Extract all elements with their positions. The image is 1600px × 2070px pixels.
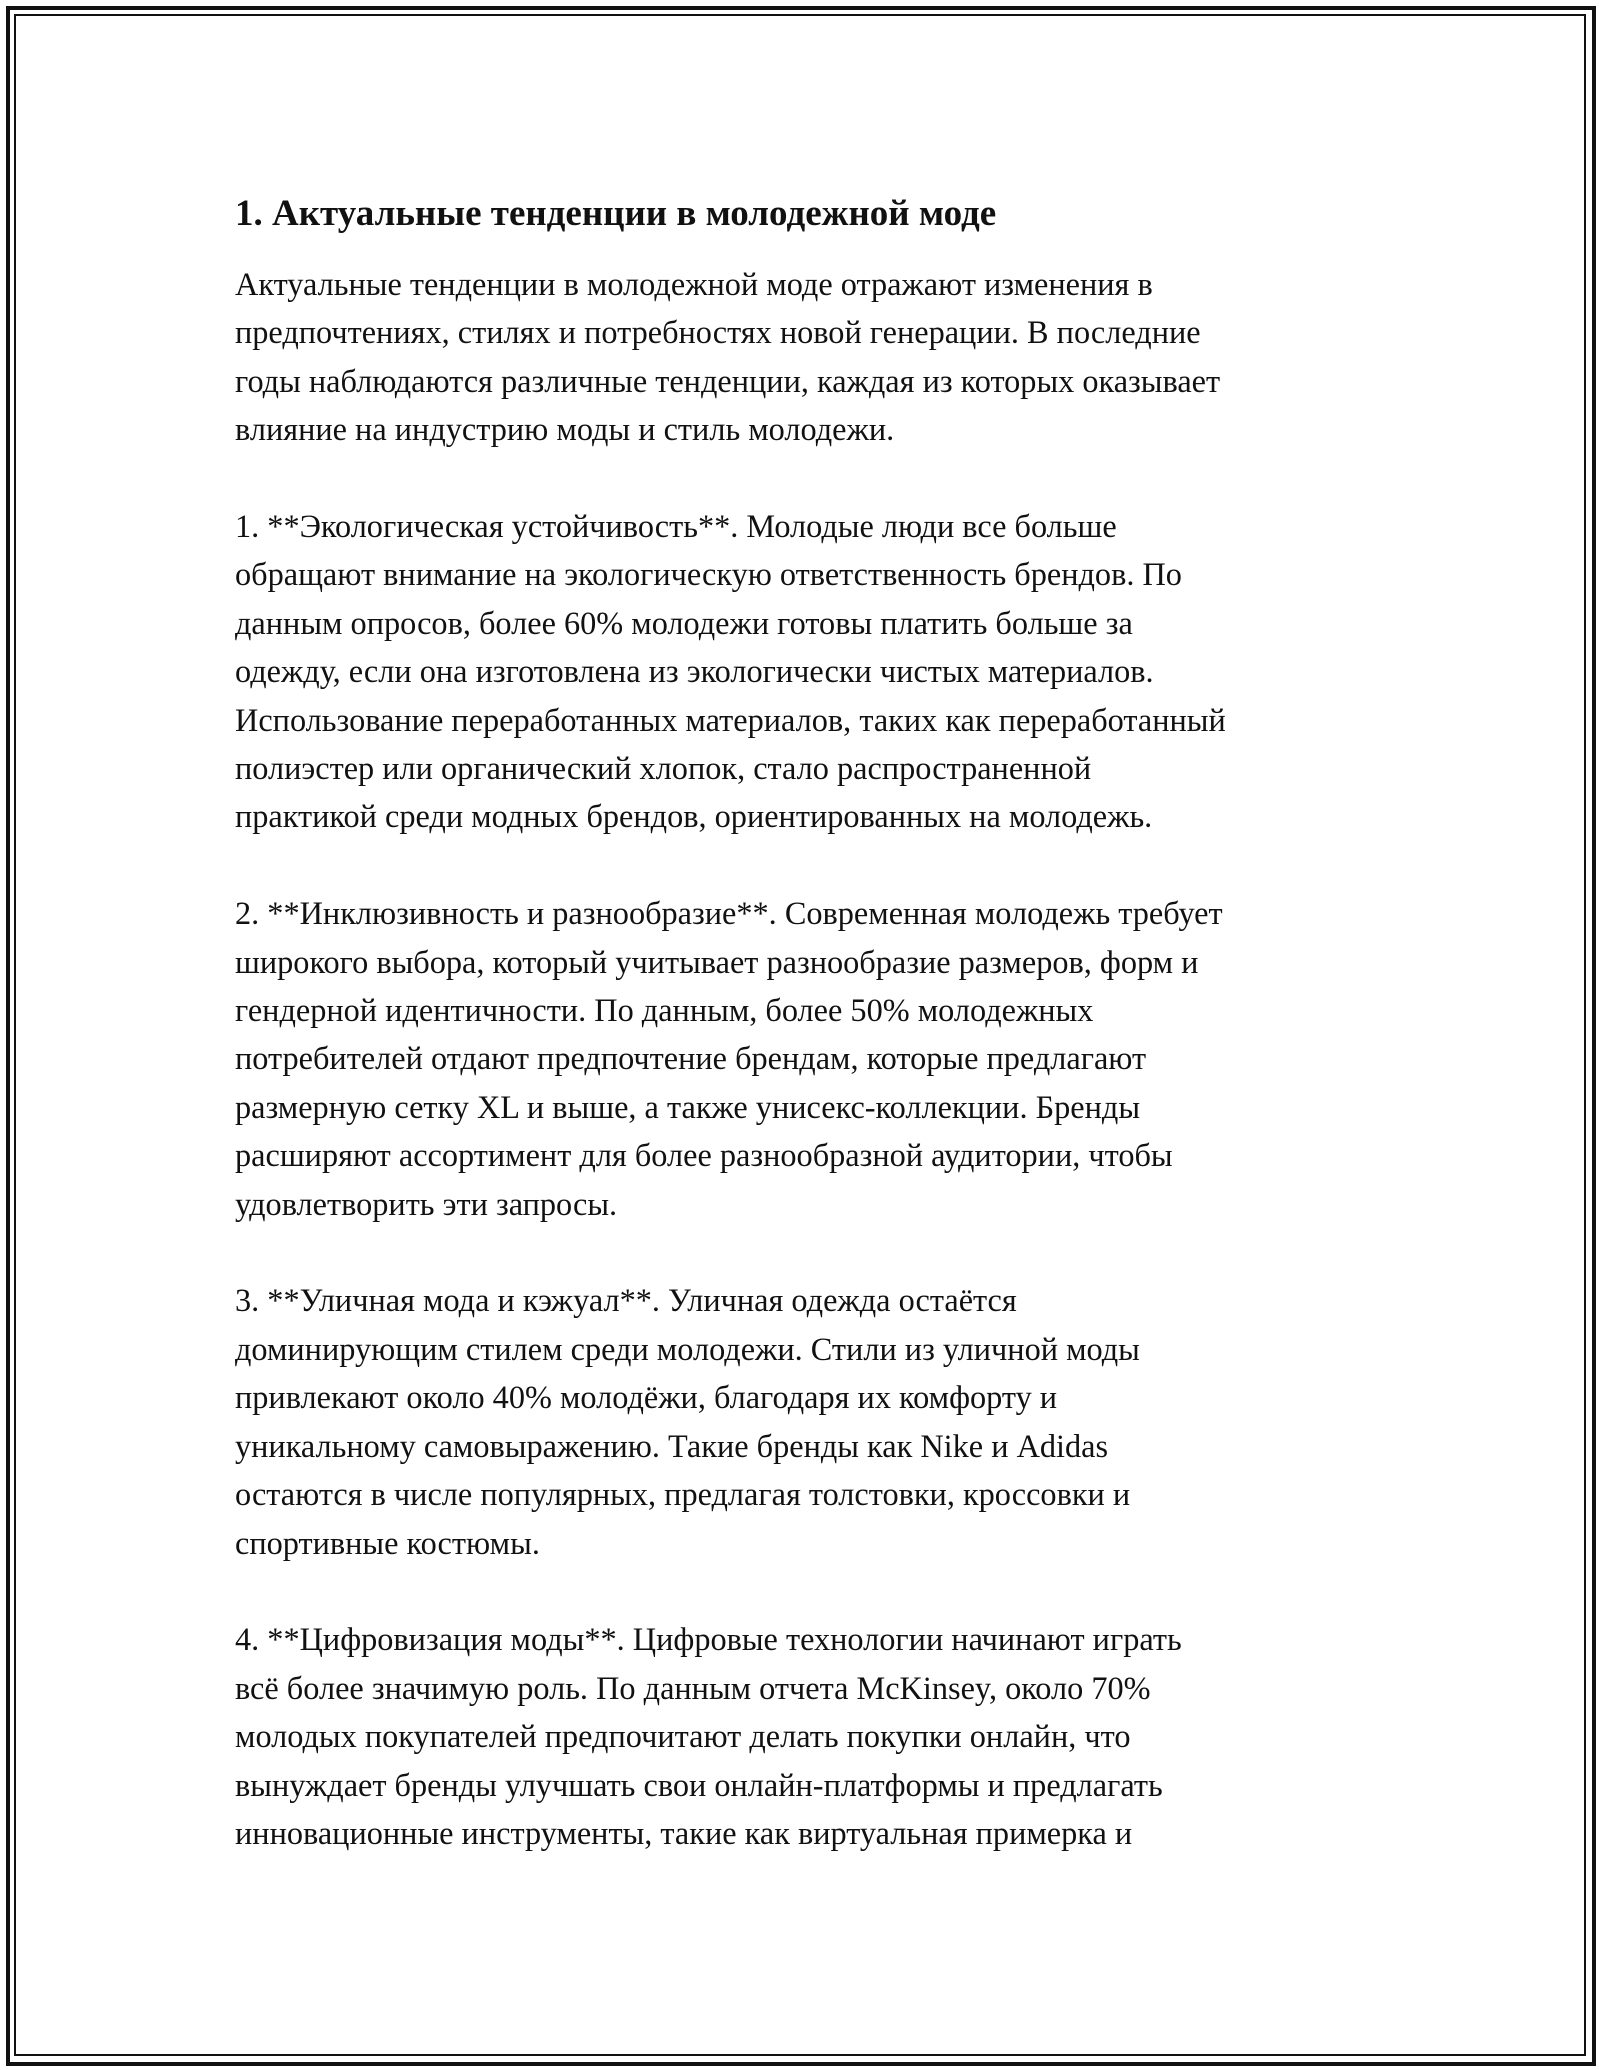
text-line: спортивные костюмы.	[235, 1524, 540, 1561]
trend-paragraph-inclusivity	[235, 889, 1395, 1228]
text-line: данным опросов, более 60% молодежи готовы платить больше за	[235, 604, 1133, 641]
text-line: всё более значимую роль. По данным отчета McKinsey, около 70%	[235, 1669, 1151, 1706]
text-line: 3. **Уличная мода и кэжуал**. Уличная одежда остаётся	[235, 1282, 1017, 1319]
text-line: молодых покупателей предпочитают делать покупки онлайн, что	[235, 1718, 1131, 1755]
trend-paragraph-digital	[235, 1615, 1395, 1857]
text-line: удовлетворить эти запросы.	[235, 1185, 618, 1222]
text-line: размерную сетку XL и выше, а также унисекс-коллекции. Бренды	[235, 1088, 1141, 1125]
text-line: 1. **Экологическая устойчивость**. Молодые люди все больше	[235, 508, 1117, 545]
text-line: потребителей отдают предпочтение брендам, которые предлагают	[235, 1040, 1147, 1077]
text-line: привлекают около 40% молодёжи, благодаря их комфорту и	[235, 1379, 1058, 1416]
text-line: Актуальные тенденции в молодежной моде отражают изменения в	[235, 266, 1153, 302]
text-line: доминирующим стилем среди молодежи. Стили из уличной моды	[235, 1330, 1140, 1367]
text-line: годы наблюдаются различные тенденции, каждая из которых оказывает	[235, 362, 1221, 399]
section-heading: 1. Актуальные тенденции в молодежной моде	[235, 193, 997, 234]
text-line: остаются в числе популярных, предлагая толстовки, кроссовки и	[235, 1476, 1131, 1513]
text-line: обращают внимание на экологическую ответственность брендов. По	[235, 556, 1182, 593]
text-line: 4. **Цифровизация моды**. Цифровые технологии начинают играть	[235, 1621, 1182, 1658]
text-line: 2. **Инклюзивность и разнообразие**. Современная молодежь требует	[235, 895, 1223, 932]
trend-paragraph-eco	[235, 502, 1395, 841]
intro-paragraph	[235, 260, 1395, 454]
text-line: широкого выбора, который учитывает разнообразие размеров, форм и	[235, 943, 1199, 980]
text-line: предпочтениях, стилях и потребностях новой генерации. В последние	[235, 314, 1201, 351]
document-body	[235, 186, 1395, 1857]
text-line: Использование переработанных материалов, таких как переработанный	[235, 701, 1226, 738]
text-line: уникальному самовыражению. Такие бренды как Nike и Adidas	[235, 1427, 1109, 1464]
text-line: практикой среди модных брендов, ориентированных на молодежь.	[235, 798, 1153, 835]
text-line: гендерной идентичности. По данным, более 50% молодежных	[235, 992, 1094, 1029]
text-line: полиэстер или органический хлопок, стало распространенной	[235, 750, 1092, 787]
text-line: инновационные инструменты, такие как виртуальная примерка и	[235, 1814, 1133, 1851]
text-line: расширяют ассортимент для более разнообразной аудитории, чтобы	[235, 1137, 1173, 1174]
text-line: вынуждает бренды улучшать свои онлайн-платформы и предлагать	[235, 1766, 1163, 1803]
trend-paragraph-streetwear	[235, 1276, 1395, 1566]
text-line: влияние на индустрию моды и стиль молодежи.	[235, 411, 895, 448]
text-line: одежду, если она изготовлена из экологически чистых материалов.	[235, 653, 1154, 690]
